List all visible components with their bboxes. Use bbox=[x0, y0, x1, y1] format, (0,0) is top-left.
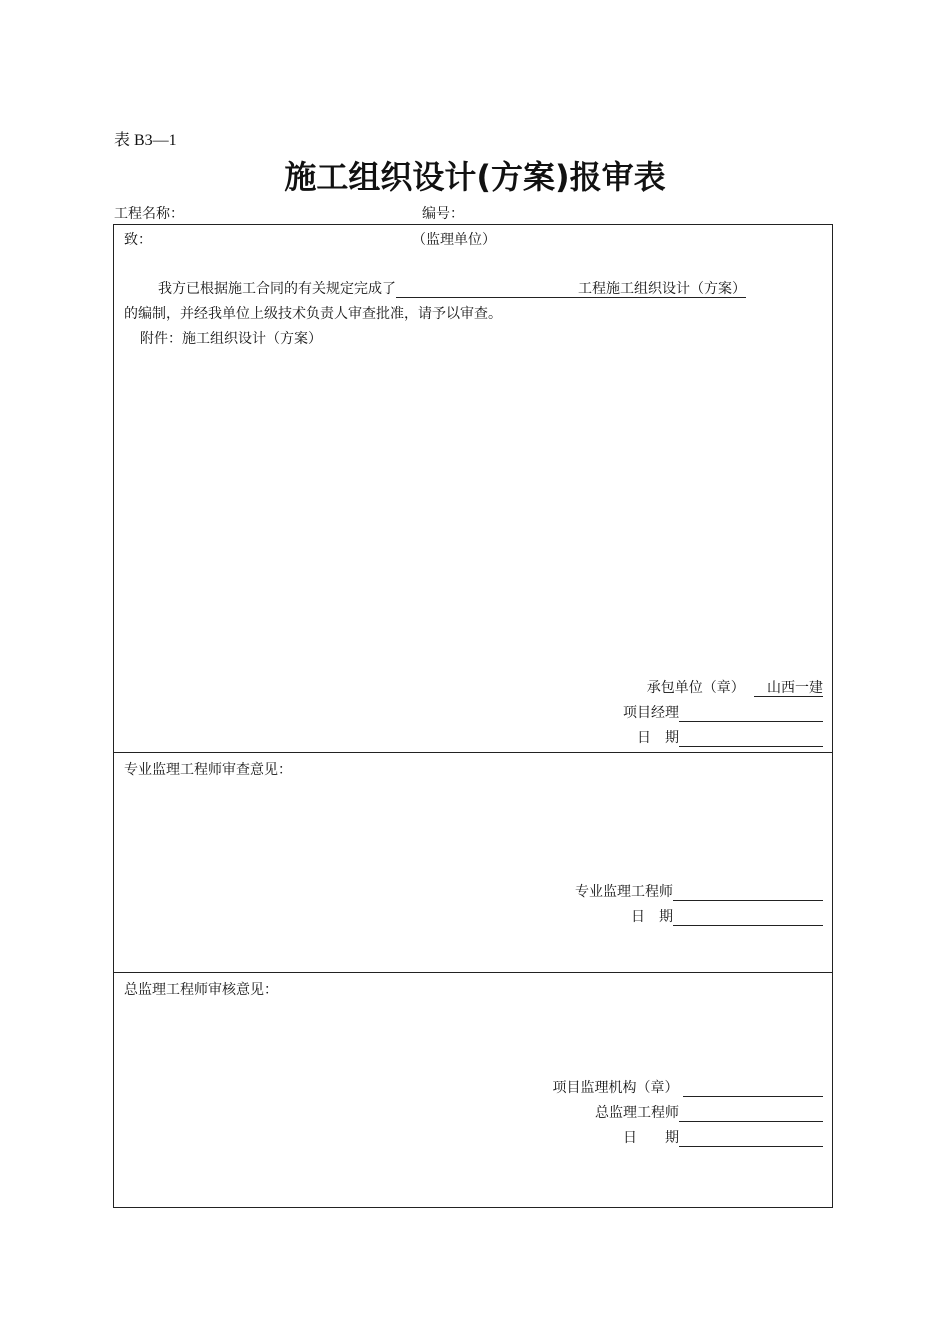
project-manager-blank[interactable] bbox=[679, 705, 823, 722]
contractor-value[interactable] bbox=[754, 680, 823, 697]
project-manager-label: 项目经理 bbox=[623, 705, 679, 721]
statement-suffix: 工程施工组织设计（方案） bbox=[578, 281, 746, 297]
date-label: 日 期 bbox=[637, 730, 679, 746]
date-row bbox=[637, 727, 823, 747]
institution-label: 项目监理机构（章） bbox=[552, 1080, 679, 1096]
chief-engineer-row bbox=[595, 1102, 823, 1122]
chief-date-blank[interactable] bbox=[679, 1130, 823, 1147]
supervisor-unit-hint: （监理单位） bbox=[412, 232, 496, 248]
chief-engineer-label: 总监理工程师 bbox=[595, 1105, 679, 1121]
institution-row bbox=[553, 1077, 823, 1097]
chief-date-row bbox=[623, 1127, 823, 1147]
chief-date-label: 日 期 bbox=[623, 1130, 679, 1146]
statement-text: 我方已根据施工合同的有关规定完成了 bbox=[158, 281, 396, 297]
contractor-label: 承包单位（章） bbox=[646, 680, 745, 696]
engineer-date-row bbox=[631, 906, 823, 926]
date-blank[interactable] bbox=[679, 730, 823, 747]
project-name-blank[interactable] bbox=[396, 281, 578, 298]
serial-no-label: 编号： bbox=[422, 206, 464, 222]
engineer-review-heading: 专业监理工程师审查意见： bbox=[124, 762, 292, 778]
engineer-signature-row bbox=[575, 881, 823, 901]
attachment-line: 附件：施工组织设计（方案） bbox=[140, 331, 322, 347]
project-name-label: 工程名称： bbox=[114, 206, 184, 222]
page-title: 施工组织设计(方案)报审表 bbox=[284, 158, 666, 196]
section-divider bbox=[113, 752, 833, 753]
engineer-date-blank[interactable] bbox=[673, 909, 823, 926]
section-divider bbox=[113, 972, 833, 973]
form-number: 表 B3—1 bbox=[114, 132, 177, 149]
chief-engineer-blank[interactable] bbox=[679, 1105, 823, 1122]
project-manager-row bbox=[623, 702, 823, 722]
chief-review-heading: 总监理工程师审核意见： bbox=[124, 982, 278, 998]
submission-statement bbox=[158, 278, 746, 298]
engineer-blank[interactable] bbox=[673, 884, 823, 901]
contractor-name: 山西一建 bbox=[767, 680, 823, 696]
engineer-label: 专业监理工程师 bbox=[575, 884, 673, 900]
contractor-row bbox=[647, 677, 823, 697]
to-label: 致： bbox=[124, 232, 152, 248]
institution-blank[interactable] bbox=[683, 1080, 823, 1097]
statement-continuation: 的编制，并经我单位上级技术负责人审查批准，请予以审查。 bbox=[124, 306, 502, 322]
engineer-date-label: 日 期 bbox=[631, 909, 673, 925]
